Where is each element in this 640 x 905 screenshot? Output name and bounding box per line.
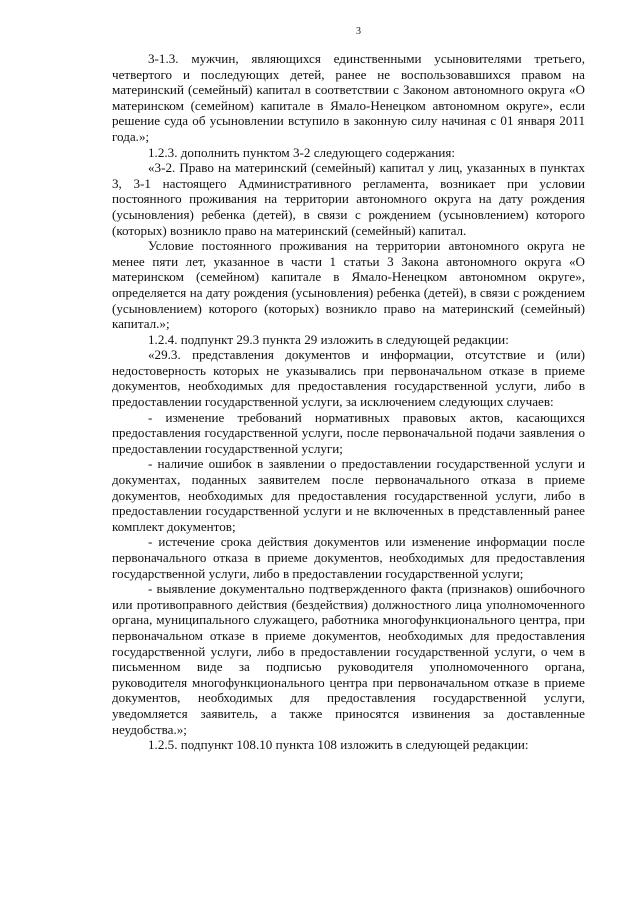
list-item-document-expiry: - истечение срока действия документов или изменение информации после первоначального отказа в приеме документов, необходимых для предоставления государственной услуги, либо в предоставлении государственной услуги;	[112, 534, 585, 581]
paragraph-29-3: «29.3. представления документов и информации, отсутствие и (или) недостоверность которых не указывались при первоначальном отказе в приеме документов, необходимых для предоставления государственной услуги, либо в предоставлении государственной услуги, за исключением следующих случаев:	[112, 347, 585, 410]
list-item-application-errors: - наличие ошибок в заявлении о предоставлении государственной услуги и документах, поданных заявителем после первоначального отказа в приеме документов, необходимых для предоставления государственной услуги, либо в предоставлении государственной услуги и не включенных в представленный ранее комплект документов;	[112, 456, 585, 534]
paragraph-1-2-5: 1.2.5. подпункт 108.10 пункта 108 изложить в следующей редакции:	[148, 737, 529, 753]
list-item-erroneous-action: - выявление документально подтвержденного факта (признаков) ошибочного или противоправного действия (бездействия) должностного лица уполномоченного органа, муниципального служащего, работника многофункционального центра, при первоначальном отказе в приеме документов, необходимых для предоставления государственной услуги, либо в предоставлении государственной услуги, о чем в письменном виде за подписью руководителя уполномоченного органа, руководителя многофункционального центра при первоначальном отказе в приеме документов, необходимых для предоставления государственной услуги, уведомляется заявитель, а также приносятся извинения за доставленные неудобства.»;	[112, 581, 585, 737]
paragraph-1-2-4: 1.2.4. подпункт 29.3 пункта 29 изложить в следующей редакции:	[148, 331, 509, 347]
list-item-requirements-change: - изменение требований нормативных правовых актов, касающихся предоставления государственной услуги, после первоначальной подачи заявления о предоставлении государственной услуги;	[112, 409, 585, 456]
paragraph-3-1-3: 3-1.3. мужчин, являющихся единственными усыновителями третьего, четвертого и последующих детей, ранее не воспользовавшихся правом на материнский (семейный) капитал в соответствии с Законом автономного округа «О материнском (семейном) капитале в Ямало-Ненецком автономном округе», если решение суда об усыновлении вступило в законную силу начиная с 01 января 2011 года.»;	[112, 51, 585, 144]
paragraph-residence-condition: Условие постоянного проживания на территории автономного округа не менее пяти лет, указанное в части 1 статьи 3 Закона автономного округа «О материнском (семейном) капитале в Ямало-Ненецком автономном округе», определяется на дату рождения (усыновления) ребенка (детей), в связи с рождением (усыновлением) которого (которых) возникло право на материнский (семейный) капитал.»;	[112, 238, 585, 332]
page-number: 3	[356, 26, 361, 37]
paragraph-1-2-3: 1.2.3. дополнить пунктом 3-2 следующего содержания:	[148, 144, 455, 160]
paragraph-3-2: «3-2. Право на материнский (семейный) капитал у лиц, указанных в пунктах 3, 3-1 настоящего Административного регламента, возникает при условии постоянного проживания на территории автономного округа на дату рождения (усыновления) ребенка (детей), в связи с рождением (усыновлением) которого (которых) возникло право на материнский (семейный) капитал.	[112, 160, 585, 238]
